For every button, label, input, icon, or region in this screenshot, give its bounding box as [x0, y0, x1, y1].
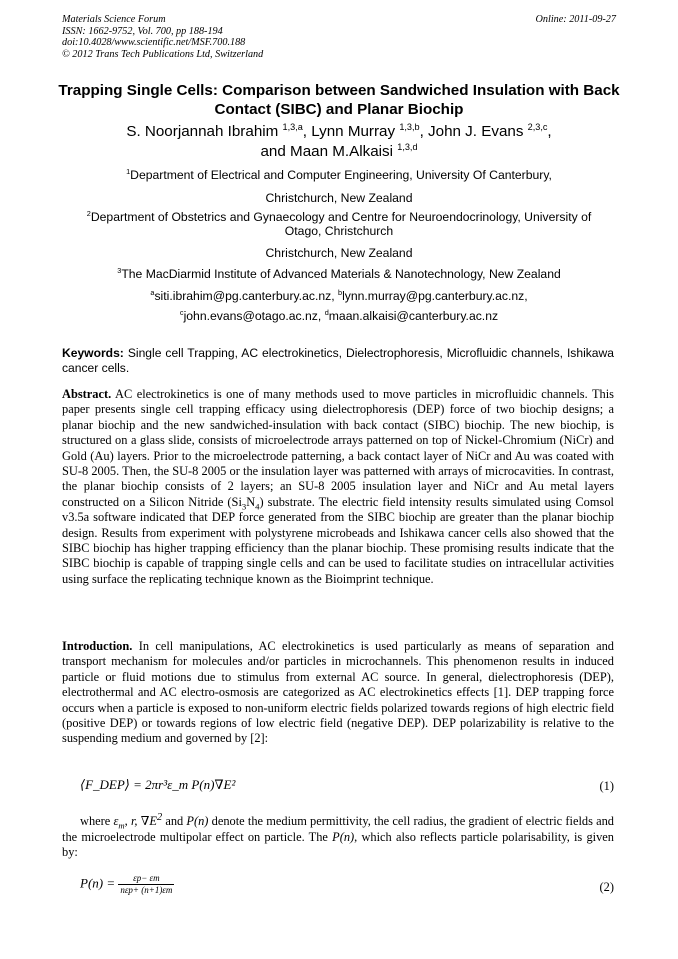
journal-issn: ISSN: 1662-9752, Vol. 700, pp 188-194 — [62, 25, 223, 37]
introduction-label: Introduction. — [62, 639, 133, 653]
affiliation-2 — [72, 210, 606, 238]
affiliation-text: Department of Electrical and Computer Engineering, University Of Canterbury, — [130, 168, 552, 182]
fraction-numerator: εp− εm — [118, 873, 174, 885]
math-symbol: P(n) — [332, 829, 355, 844]
subscript: m — [118, 820, 125, 831]
author-name: S. Noorjannah Ibrahim — [126, 123, 279, 140]
equation-fraction — [118, 873, 174, 896]
email-address: john.evans@otago.ac.nz, — [183, 309, 322, 323]
body-text: , which also reflects particle polarisability, is given by: — [62, 829, 614, 859]
author-affiliation-marker: 1,3,d — [397, 141, 418, 152]
abstract-text: AC electrokinetics is one of many methods used to move particles in microfluidic channels. This paper presents single cell trapping efficacy using dielectrophoresis (DEP) force of two biochip designs; a planar biochip and the new sandwiched-insulation with back contact (SIBC) biochip. The new biochip, is structured on a glass slide, consists of microelectrode arrays patterned on top of Nickel-Chromium (NiCr) and Gold (Au) layers. Prior to the microelectrode patterning, a back contact layer of NiCr and Au was coated with SU-8 2005. Then, the SU-8 2005 or the insulation layer was patterned with arrays of microcavities. In contrast, the planar biochip consists of 2 layers; an SU-8 2005 insulation layer and NiCr and Au metal layers constructed on a Silicon Nitride (Si — [62, 387, 614, 509]
subscript: 3 — [241, 501, 247, 512]
math-symbol: P(n) — [186, 814, 209, 829]
journal-copyright: © 2012 Trans Tech Publications Ltd, Switzerland — [62, 48, 264, 60]
body-text: where — [80, 814, 111, 829]
superscript: 2 — [156, 812, 163, 823]
fraction-denominator: nεp+ (n+1)εm — [120, 885, 173, 895]
affiliation-text: The MacDiarmid Institute of Advanced Materials & Nanotechnology, New Zealand — [121, 267, 561, 281]
math-symbol: ε — [113, 814, 119, 829]
email-marker: d — [324, 307, 329, 317]
body-text: denote the medium permittivity, the cell radius, the gradient of electric fields and the microelectrode multipolar effect on particle. The — [62, 814, 615, 844]
equation-lhs: P(n) = — [80, 875, 116, 891]
keywords — [62, 346, 614, 375]
author-name: , Lynn Murray — [302, 123, 396, 140]
subscript: 4 — [255, 501, 260, 512]
email-address: siti.ibrahim@pg.canterbury.ac.nz, — [154, 289, 335, 303]
paper-title: Trapping Single Cells: Comparison between Sandwiched Insulation with Back Contact (SIBC) and Planar Biochip — [58, 82, 620, 118]
author-name: and Maan M.Alkaisi — [260, 142, 394, 160]
email-address: maan.alkaisi@canterbury.ac.nz — [328, 309, 499, 323]
email-line-1 — [60, 289, 618, 303]
affiliation-text: Department of Obstetrics and Gynaecology and Centre for Neuroendocrinology, University of Otago, Christchurch — [90, 210, 592, 238]
affiliation-1 — [60, 168, 618, 182]
author-affiliation-marker: 2,3,c — [527, 121, 548, 132]
journal-name: Materials Science Forum — [62, 14, 166, 25]
abstract-label: Abstract. — [62, 387, 112, 401]
online-date: Online: 2011-09-27 — [535, 14, 616, 25]
body-text: and — [162, 814, 187, 829]
introduction-text: In cell manipulations, AC electrokinetics is used particularly as means of separation and transport mechanism for molecules and/or particles in microchannels. This phenomenon results in induced particle or fluid motions due to stimulus from external AC source. In general, dielectrophoresis (DEP), electrothermal and AC electro-osmosis are categorized as AC electrokinetics effects [1]. DEP trapping force occurs when a particle is exposed to non-uniform electric fields polarized towards regions of high electric field (positive DEP) or towards regions of low electric field (negative DEP). DEP polarizability is relative to the suspending medium and governed by [2]: — [62, 639, 614, 746]
journal-doi: doi:10.4028/www.scientific.net/MSF.700.188 — [62, 37, 246, 49]
introduction — [62, 639, 614, 747]
equation-1: ⟨F_DEP⟩ = 2πr³ε_m P(n)∇E² — [80, 777, 236, 792]
affiliation-marker: 2 — [86, 208, 91, 218]
email-marker: b — [337, 287, 343, 297]
email-marker: a — [150, 287, 155, 297]
affiliation-marker: 3 — [117, 265, 122, 275]
equation-2-number: (2) — [599, 880, 614, 894]
keywords-text: Single cell Trapping, AC electrokinetics, Dielectrophoresis, Microfluidic channels, Ishikawa cancer cells. — [62, 346, 614, 375]
email-marker: c — [179, 307, 184, 317]
abstract — [62, 387, 614, 587]
equation-1-number: (1) — [599, 779, 614, 793]
email-address: lynn.murray@pg.canterbury.ac.nz, — [342, 289, 528, 303]
email-line-2 — [60, 309, 618, 323]
affiliation-2-city: Christchurch, New Zealand — [265, 246, 413, 260]
abstract-text: N — [246, 494, 256, 509]
author-affiliation-marker: 1,3,a — [282, 121, 303, 132]
abstract-text: ) substrate. The electric field intensity results simulated using Comsol v3.5a software indicated that DEP force generated from the SIBC biochip are greater than the planar biochip design. Results from experiment with polystyrene microbeads and Ishikawa cancer cells also showed that the SIBC biochip has higher trapping efficiency than the planar biochip. These promising results indicate that the SIBC biochip is capable of trapping single cells and can be used to facilitate studies on intracellular activities using surface the replicating technique known as the Bioimprint technique. — [62, 494, 614, 586]
math-symbol: , r, ∇E — [124, 814, 157, 829]
author-name: , John J. Evans — [419, 123, 524, 140]
affiliation-1-city: Christchurch, New Zealand — [265, 191, 413, 205]
affiliation-marker: 1 — [126, 166, 131, 176]
affiliation-3 — [60, 267, 618, 281]
journal-header — [62, 14, 263, 60]
equation-2 — [80, 873, 614, 896]
keywords-label: Keywords: — [62, 346, 124, 360]
author-list — [60, 122, 618, 161]
author-separator: , — [547, 123, 552, 140]
equation-description — [62, 810, 614, 860]
author-affiliation-marker: 1,3,b — [399, 121, 420, 132]
